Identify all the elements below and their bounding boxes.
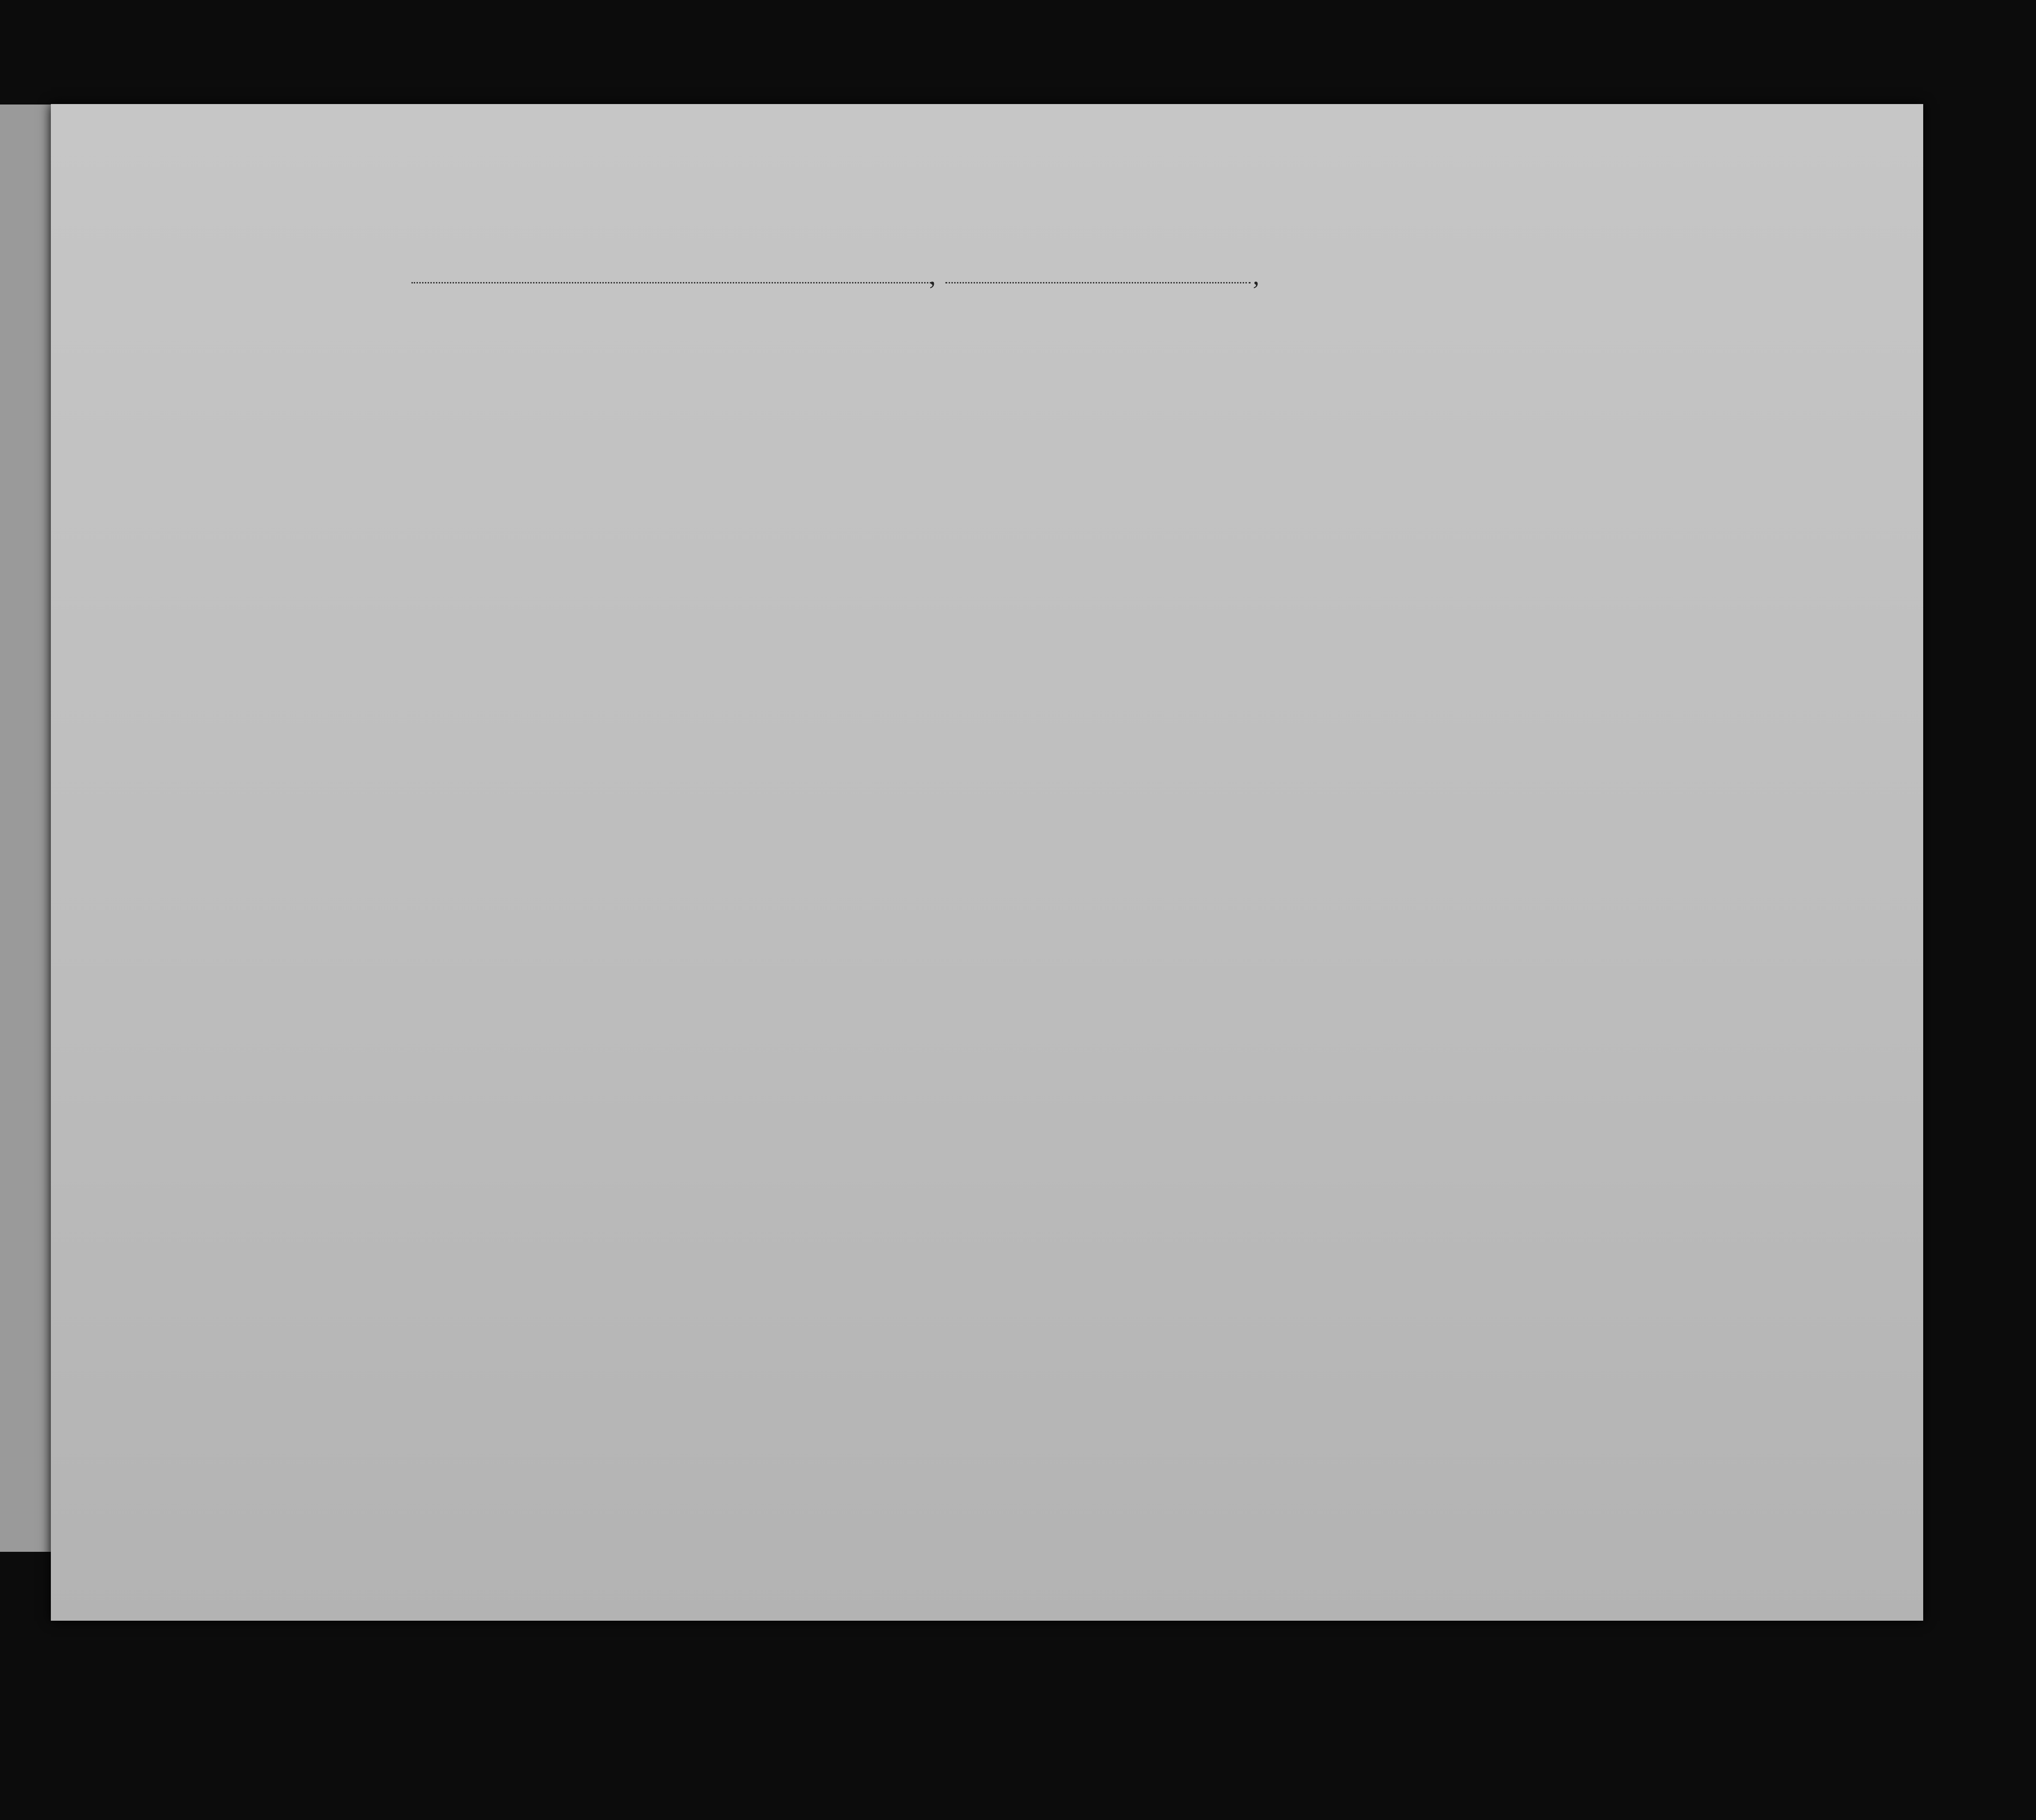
date-line — [945, 282, 1251, 283]
port-line — [411, 282, 934, 283]
adjacent-page-strip — [0, 105, 52, 1552]
comma: , — [1253, 262, 1259, 290]
manifest-sheet — [51, 104, 1923, 1621]
comma: , — [929, 262, 936, 290]
manifest-table — [51, 301, 1923, 1609]
